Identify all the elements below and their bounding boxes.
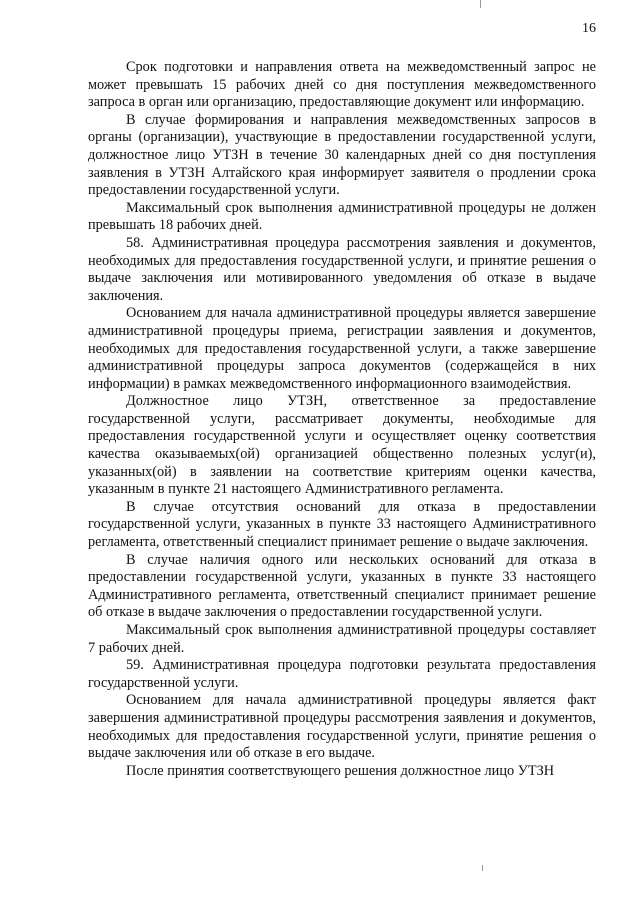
paragraph-no-grounds-refusal: В случае отсутствия оснований для отказа в предоставлении государственной услуги, указанных в пункте 33 настоящего Административного регламента, ответственный специалист принимает решение о выдаче заключения. bbox=[88, 498, 596, 551]
paragraph-max-term-18-days: Максимальный срок выполнения административной процедуры не должен превышать 18 рабочих дней. bbox=[88, 199, 596, 234]
document-body bbox=[88, 59, 596, 780]
paragraph-grounds-refusal: В случае наличия одного или нескольких оснований для отказа в предоставлении государственной услуги, указанных в пункте 33 настоящего Административного регламента, ответственный специалист принимает решение об отказе в выдаче заключения о предоставлении государственной услуги. bbox=[88, 551, 596, 621]
scan-mark-top bbox=[480, 0, 481, 8]
paragraph-max-term-7-days: Максимальный срок выполнения административной процедуры составляет 7 рабочих дней. bbox=[88, 622, 596, 656]
paragraph-item-58: 58. Административная процедура рассмотрения заявления и документов, необходимых для предоставления государственной услуги, и принятие решения о выдаче заключения или мотивированного уведомления об отказе в выдаче заключения. bbox=[88, 234, 596, 304]
paragraph-interagency-requests: В случае формирования и направления межведомственных запросов в органы (организации), участвующие в предоставлении государственной услуги, должностное лицо УТЗН в течение 30 календарных дней со дня поступления заявления в УТЗН Алтайского края информирует заявителя о продлении срока предоставлении государственной услуги. bbox=[88, 111, 596, 199]
page-number: 16 bbox=[582, 21, 596, 36]
paragraph-procedure-basis: Основанием для начала административной процедуры является завершение административной процедуры приема, регистрации заявления и документов, необходимых для предоставления государственной услуги, а также завершение административной процедуры запроса документов (содержащейся в них информации) в рамках межведомственного информационного взаимодействия. bbox=[88, 305, 596, 392]
scan-mark-bottom bbox=[482, 865, 483, 871]
paragraph-result-basis: Основанием для начала административной процедуры является факт завершения административной процедуры рассмотрения заявления и документов, необходимых для предоставления государственной услуги, принятие решения о выдаче заключения или об отказе в его выдаче. bbox=[88, 692, 596, 762]
paragraph-response-deadline: Срок подготовки и направления ответа на межведомственный запрос не может превышать 15 рабочих дней со дня поступления межведомственного запроса в орган или организацию, предоставляющие документ или информацию. bbox=[88, 59, 596, 111]
paragraph-after-decision: После принятия соответствующего решения должностное лицо УТЗН bbox=[126, 762, 555, 779]
paragraph-official-review: Должностное лицо УТЗН, ответственное за предоставление государственной услуги, рассматривает документы, необходимые для предоставления государственной услуги и осуществляет оценку соответствия качества оказываемых(ой) организацией общественно полезных услуг(и), указанных(ой) в заявлении на соответствие критериям оценки качества, указанным в пункте 21 настоящего Административного регламента. bbox=[88, 393, 596, 498]
paragraph-item-59: 59. Административная процедура подготовки результата предоставления государственной услуги. bbox=[88, 657, 596, 691]
